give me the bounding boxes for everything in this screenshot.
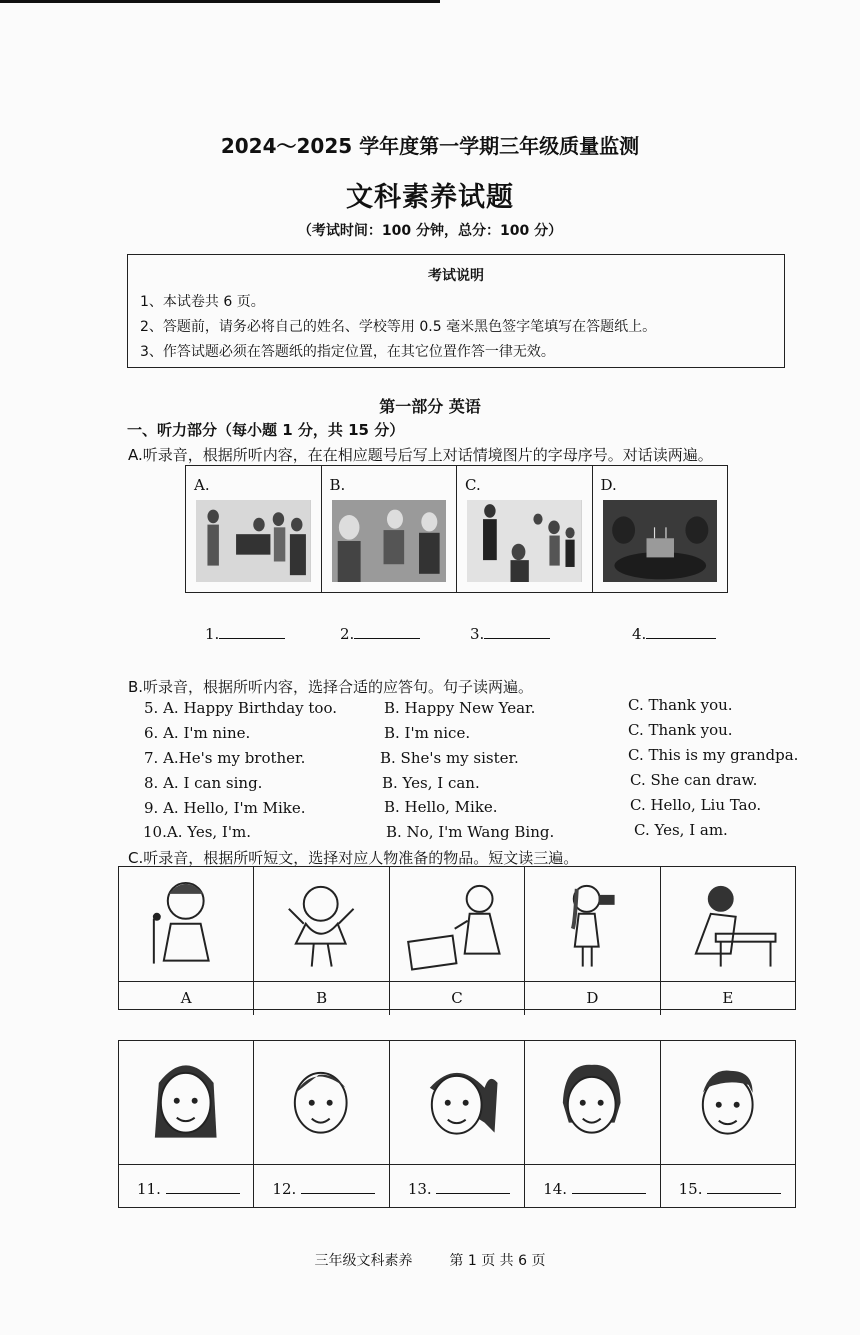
person-answer-grid — [118, 1040, 796, 1208]
option-6b[interactable]: B. I'm nice. — [384, 724, 471, 742]
option-label: B — [254, 982, 389, 1015]
answer-blank-14[interactable]: 14. — [525, 1165, 660, 1207]
answer-blank-2[interactable]: 2. — [340, 624, 420, 643]
page-footer — [0, 1250, 860, 1270]
option-8a[interactable]: 8. A. I can sing. — [144, 774, 263, 792]
classroom-scene-photo — [196, 500, 311, 582]
footer-subject: 三年级文科素养 — [314, 1253, 413, 1269]
option-9b[interactable]: B. Hello, Mike. — [384, 798, 498, 816]
picture-label: D. — [600, 476, 617, 494]
option-10b[interactable]: B. No, I'm Wang Bing. — [386, 823, 555, 841]
exam-title: 文科素养试题 — [346, 182, 514, 213]
answer-blank-13[interactable]: 13. — [390, 1165, 525, 1207]
girl-face-icon — [119, 1041, 254, 1164]
option-label: D — [525, 982, 660, 1015]
option-5b[interactable]: B. Happy New Year. — [384, 699, 536, 717]
option-7b[interactable]: B. She's my sister. — [380, 749, 519, 767]
option-8b[interactable]: B. Yes, I can. — [382, 774, 480, 792]
option-6c[interactable]: C. Thank you. — [628, 721, 733, 739]
notice-item: 1、本试卷共 6 页。 — [140, 294, 265, 310]
option-7a[interactable]: 7. A.He's my brother. — [144, 749, 306, 767]
greeting-scene-photo — [332, 500, 447, 582]
section-a-instruction: A.听录音，根据所听内容，在在相应题号后写上对话情境图片的字母序号。对话读两遍。 — [128, 446, 713, 464]
exam-header: 2024～2025 学年度第一学期三年级质量监测 — [220, 134, 640, 158]
exam-time-score: （考试时间：100 分钟，总分：100 分） — [297, 223, 563, 239]
exam-notice-box — [127, 254, 785, 368]
notice-item: 3、作答试题必须在答题纸的指定位置，在其它位置作答一律无效。 — [140, 344, 555, 360]
option-5c[interactable]: C. Thank you. — [628, 696, 733, 714]
part-title: 第一部分 英语 — [379, 397, 481, 416]
picture-d — [593, 466, 728, 592]
notice-item: 2、答题前，请务必将自己的姓名、学校等用 0.5 毫米黑色签字笔填写在答题纸上。 — [140, 319, 657, 335]
picture-label: B. — [329, 476, 346, 494]
picture-label: A. — [194, 476, 210, 494]
section-title: 一、听力部分（每小题 1 分，共 15 分） — [127, 421, 405, 439]
girl-cleaning-table-icon — [661, 867, 795, 981]
answer-blank-11[interactable]: 11. — [119, 1165, 254, 1207]
option-6a[interactable]: 6. A. I'm nine. — [144, 724, 251, 742]
picture-b — [322, 466, 458, 592]
picture-c — [457, 466, 593, 592]
notice-title: 考试说明 — [428, 268, 484, 284]
girl-singing-icon — [119, 867, 254, 981]
picture-a — [186, 466, 322, 592]
section-b-instruction: B.听录音，根据所听内容，选择合适的应答句。句子读两遍。 — [128, 678, 534, 696]
section-a-picture-row — [185, 465, 728, 593]
boy-face-icon — [254, 1041, 389, 1164]
answer-blank-1[interactable]: 1. — [205, 624, 285, 643]
picture-label: C. — [465, 476, 481, 494]
option-9a[interactable]: 9. A. Hello, I'm Mike. — [144, 799, 306, 817]
answer-blank-4[interactable]: 4. — [632, 624, 716, 643]
family-scene-photo — [467, 500, 582, 582]
section-c-instruction: C.听录音，根据所听短文，选择对应人物准备的物品。短文读三遍。 — [128, 849, 579, 867]
option-7c[interactable]: C. This is my grandpa. — [628, 746, 799, 764]
girl-drawing-icon — [390, 867, 525, 981]
option-label: A — [119, 982, 254, 1015]
scan-edge-line — [0, 0, 440, 3]
answer-blank-3[interactable]: 3. — [470, 624, 550, 643]
answer-blank-12[interactable]: 12. — [254, 1165, 389, 1207]
footer-page-number: 第 1 页 共 6 页 — [449, 1253, 546, 1269]
answer-blank-15[interactable]: 15. — [661, 1165, 795, 1207]
girl-short-hair-face-icon — [525, 1041, 660, 1164]
option-label: E — [722, 988, 734, 1007]
boy-short-hair-face-icon — [661, 1041, 795, 1164]
option-10a[interactable]: 10.A. Yes, I'm. — [143, 823, 251, 841]
girl-dancing-icon — [254, 867, 389, 981]
girl-ponytail-face-icon — [390, 1041, 525, 1164]
option-10c[interactable]: C. Yes, I am. — [634, 821, 728, 839]
option-5a[interactable]: 5. A. Happy Birthday too. — [144, 699, 337, 717]
girl-with-camera-icon — [525, 867, 660, 981]
option-label: C — [390, 982, 525, 1015]
option-9c[interactable]: C. Hello, Liu Tao. — [630, 796, 762, 814]
birthday-cake-photo — [603, 500, 718, 582]
option-8c[interactable]: C. She can draw. — [630, 771, 758, 789]
activity-option-grid — [118, 866, 796, 1010]
